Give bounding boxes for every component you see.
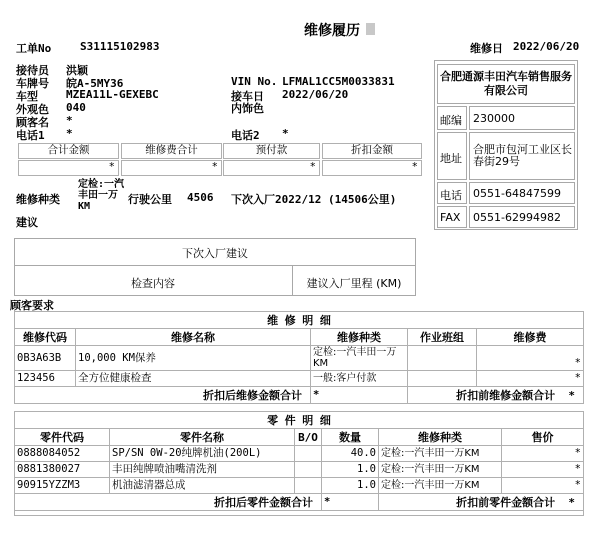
fax: 0551-62994982	[469, 206, 575, 228]
repair-before-discount-text: 折扣前维修金额合计	[456, 389, 556, 402]
part-price: *	[502, 478, 584, 494]
amount-repair: *	[121, 160, 222, 176]
repair-after-discount: *	[311, 387, 408, 404]
repair-team	[408, 371, 477, 387]
customer-request-label: 顾客要求	[10, 299, 54, 312]
repair-after-discount-label: 折扣后维修金额合计	[15, 387, 311, 404]
part-code: 0888084052	[15, 446, 110, 462]
amount-total: *	[18, 160, 119, 176]
table-row	[15, 462, 584, 478]
postcode-label: 邮编	[437, 106, 467, 130]
pickup-label: 接车日	[231, 90, 264, 103]
part-type: 定检:一汽丰田一万KM	[379, 462, 502, 478]
order-label: 工单No	[16, 42, 52, 55]
model-label: 车型	[16, 90, 38, 103]
repair-col-type: 维修种类	[311, 329, 408, 346]
repair-name: 10,000 KM保养	[76, 346, 311, 371]
customer: *	[66, 114, 73, 127]
repair-fee: *	[477, 346, 584, 371]
advice-label: 建议	[16, 216, 38, 229]
repair-type-label: 维修种类	[16, 193, 60, 206]
order-no: S31115102983	[80, 40, 160, 53]
amount-discount: *	[322, 160, 422, 176]
parts-after-discount: *	[322, 494, 379, 511]
receiver: 洪颖	[66, 64, 88, 77]
part-qty: 1.0	[322, 462, 379, 478]
pickup-date: 2022/06/20	[282, 88, 349, 101]
phone1: *	[66, 127, 73, 140]
amount-header-prepaid: 预付款	[223, 143, 320, 159]
dealer-phone-label: 电话	[437, 182, 467, 204]
parts-table-footer	[14, 496, 584, 516]
repair-type-cell: 一般:客户付款	[311, 371, 408, 387]
repair-date: 2022/06/20	[513, 40, 580, 53]
part-price: *	[502, 446, 584, 462]
table-row	[15, 446, 584, 462]
amount-prepaid: *	[223, 160, 320, 176]
repair-before-discount-label	[408, 387, 584, 404]
address: 合肥市包河工业区长春街29号	[469, 132, 575, 180]
suggested-km-label: 建议入厂里程 (KM)	[306, 277, 402, 290]
page-title: 维修履历	[304, 23, 360, 39]
part-type: 定检:一汽丰田一万KM	[379, 446, 502, 462]
vin: LFMAL1CC5M0033831	[282, 75, 395, 88]
part-code: 90915YZZM3	[15, 478, 110, 494]
amount-header-repair: 维修费合计	[121, 143, 222, 159]
customer-label: 顾客名	[16, 116, 49, 129]
next-visit-title: 下次入厂建议	[182, 247, 248, 260]
repair-col-code: 维修代码	[15, 329, 76, 346]
part-bo	[295, 478, 322, 494]
part-bo	[295, 462, 322, 478]
part-name: SP/SN 0W-20纯牌机油(200L)	[110, 446, 295, 462]
part-qty: 1.0	[322, 478, 379, 494]
phone1-label: 电话1	[16, 129, 45, 142]
part-qty: 40.0	[322, 446, 379, 462]
part-bo	[295, 446, 322, 462]
phone2: *	[282, 127, 289, 140]
repair-col-fee: 维修费	[477, 329, 584, 346]
repair-col-team: 作业班组	[408, 329, 477, 346]
amount-header-total: 合计金额	[18, 143, 119, 159]
model: MZEA11L-GEXEBC	[66, 88, 159, 101]
dealer-name: 合肥通源丰田汽车销售服务有限公司	[437, 64, 575, 104]
repair-fee: *	[477, 371, 584, 387]
repair-team	[408, 346, 477, 371]
next-visit-label: 下次入厂2022/12 (14506公里)	[231, 193, 397, 206]
part-name: 丰田纯牌喷油嘴清洗剂	[110, 462, 295, 478]
address-label: 地址	[437, 132, 467, 180]
parts-before-discount-text: 折扣前零件金额合计	[456, 496, 556, 509]
repair-date-label: 维修日	[470, 42, 503, 55]
repair-col-name: 维修名称	[76, 329, 311, 346]
repair-name: 全方位健康检查	[76, 371, 311, 387]
parts-col-price: 售价	[502, 429, 584, 446]
table-row	[15, 478, 584, 494]
repair-code: 0B3A63B	[15, 346, 76, 371]
repair-detail-title: 维 修 明 细	[15, 312, 584, 329]
table-row	[15, 371, 584, 387]
parts-col-bo: B/O	[295, 429, 322, 446]
plate-label: 车牌号	[16, 77, 49, 90]
mileage: 4506	[187, 191, 214, 204]
postcode: 230000	[469, 106, 575, 130]
parts-col-name: 零件名称	[110, 429, 295, 446]
parts-col-type: 维修种类	[379, 429, 502, 446]
part-code: 0881380027	[15, 462, 110, 478]
part-price: *	[502, 462, 584, 478]
receiver-label: 接待员	[16, 64, 49, 77]
vin-label: VIN No.	[231, 75, 278, 88]
inspection-content-label: 检查内容	[131, 277, 175, 290]
parts-before-discount: *	[568, 496, 575, 509]
divider	[14, 265, 416, 266]
title-marker	[366, 23, 375, 35]
fax-label: FAX	[437, 206, 467, 228]
table-row	[15, 346, 584, 371]
repair-detail-table	[14, 311, 584, 404]
parts-detail-title: 零 件 明 细	[15, 412, 584, 429]
interior-label: 内饰色	[231, 102, 264, 115]
parts-col-code: 零件代码	[15, 429, 110, 446]
repair-code: 123456	[15, 371, 76, 387]
amount-header-discount: 折扣金额	[322, 143, 422, 159]
color-label: 外观色	[16, 103, 49, 116]
phone2-label: 电话2	[231, 129, 260, 142]
repair-type-cell: 定检:一汽丰田一万KM	[311, 346, 408, 371]
parts-after-discount-label: 折扣后零件金额合计	[15, 494, 322, 511]
mileage-label: 行驶公里	[128, 193, 172, 206]
color-value: 040	[66, 101, 86, 114]
parts-col-qty: 数量	[322, 429, 379, 446]
part-type: 定检:一汽丰田一万KM	[379, 478, 502, 494]
dealer-phone: 0551-64847599	[469, 182, 575, 204]
repair-type: 定检:一汽丰田一万KM	[78, 179, 125, 212]
repair-before-discount: *	[568, 389, 575, 402]
plate: 皖A-5MY36	[66, 77, 124, 90]
part-name: 机油滤清器总成	[110, 478, 295, 494]
